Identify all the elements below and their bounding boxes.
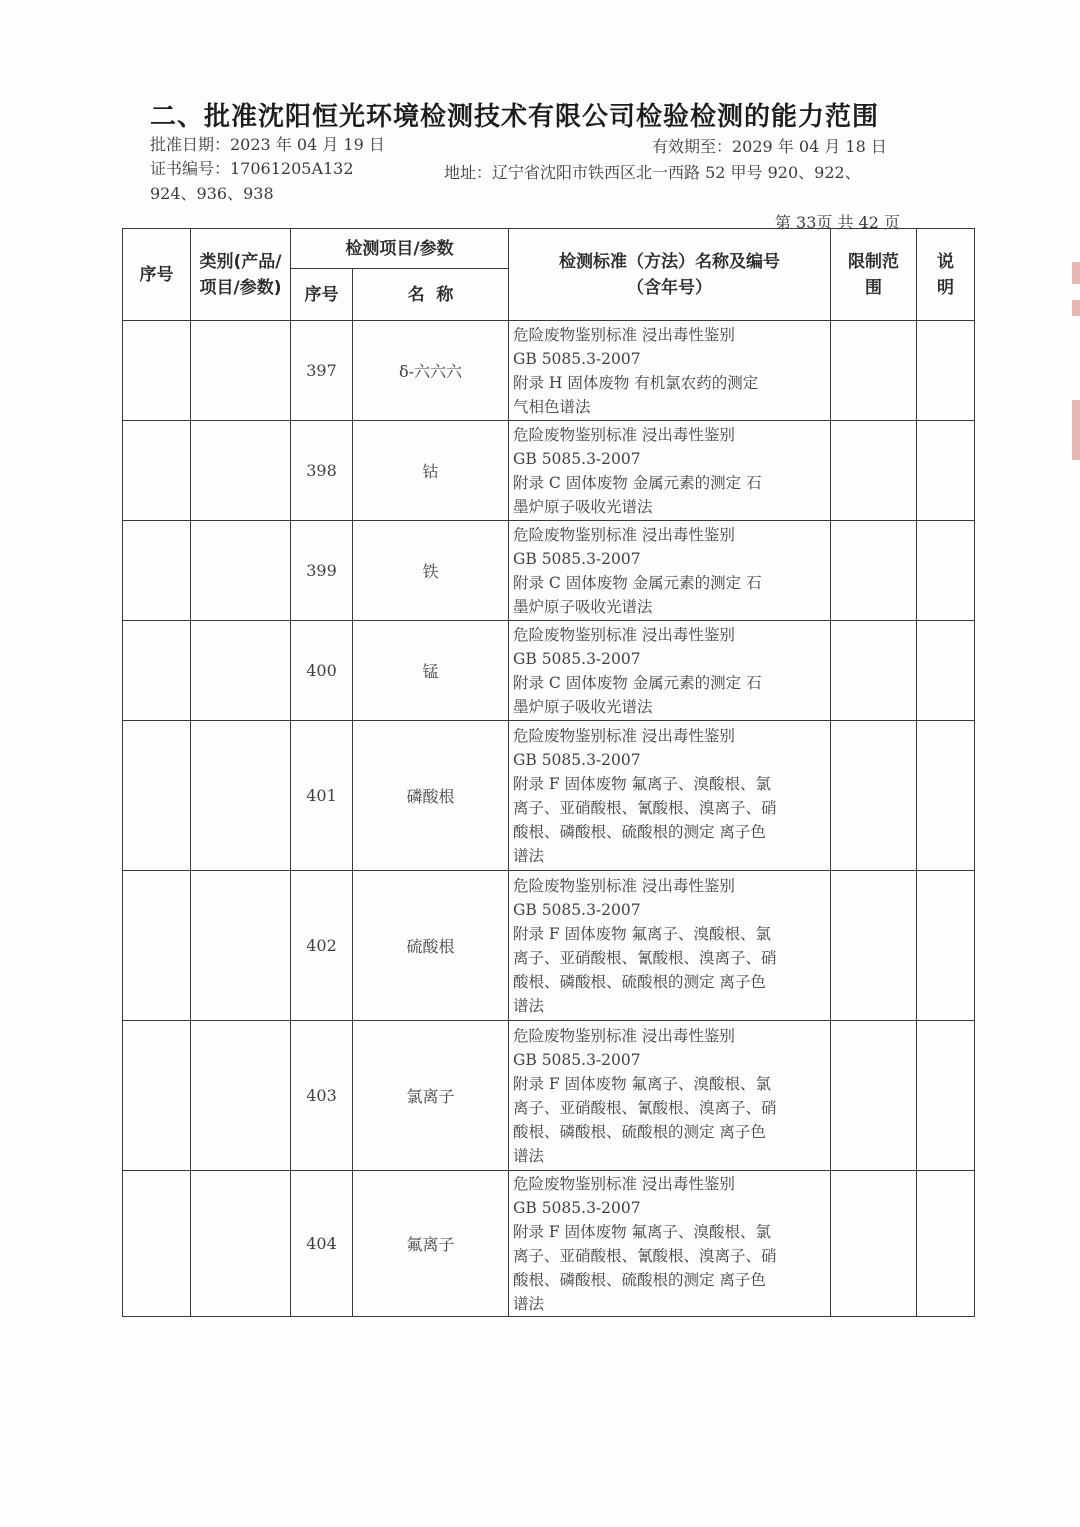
row-item-seq-cell: 400 [291,621,353,721]
row-seq-cell [123,421,191,521]
method-line: GB 5085.3-2007 [513,449,641,468]
address-line-1: 地址：辽宁省沈阳市铁西区北一西路 52 甲号 920、922、 [444,163,861,182]
method-line: 气相色谱法 [513,397,591,416]
row-note-cell [917,871,975,1021]
method-line: GB 5085.3-2007 [513,549,641,568]
row-method-cell [509,321,831,421]
table-row [123,521,975,621]
method-line: 离子、亚硝酸根、氰酸根、溴离子、硝 [513,1098,777,1117]
method-line: 离子、亚硝酸根、氰酸根、溴离子、硝 [513,948,777,967]
row-note-cell [917,521,975,621]
method-line: 附录 C 固体废物 金属元素的测定 石 [513,573,762,592]
header-note: 说明 [917,229,975,321]
row-seq-cell [123,871,191,1021]
certificate-number: 证书编号：17061205A132 [150,159,354,178]
row-item-name-cell: 锰 [353,621,509,721]
method-line: 谱法 [513,1146,545,1165]
row-category-cell [191,1171,291,1317]
method-line: 危险废物鉴别标准 浸出毒性鉴别 [513,525,735,544]
method-line: 离子、亚硝酸根、氰酸根、溴离子、硝 [513,1246,777,1265]
row-category-cell [191,421,291,521]
method-line: GB 5085.3-2007 [513,900,641,919]
method-line: 危险废物鉴别标准 浸出毒性鉴别 [513,425,735,444]
method-line: 附录 F 固体废物 氟离子、溴酸根、氯 [513,1074,772,1093]
method-line: 危险废物鉴别标准 浸出毒性鉴别 [513,1026,735,1045]
row-seq-cell [123,721,191,871]
row-limit-cell [831,521,917,621]
method-line: 谱法 [513,996,545,1015]
header-category: 类别(产品/项目/参数) [191,229,291,321]
row-method-cell [509,1171,831,1317]
row-limit-cell [831,321,917,421]
method-line: GB 5085.3-2007 [513,649,641,668]
row-item-name-cell: 磷酸根 [353,721,509,871]
row-limit-cell [831,721,917,871]
method-line: 墨炉原子吸收光谱法 [513,697,653,716]
row-category-cell [191,521,291,621]
method-line: 附录 F 固体废物 氟离子、溴酸根、氯 [513,774,772,793]
row-seq-cell [123,621,191,721]
method-line: 酸根、磷酸根、硫酸根的测定 离子色 [513,1270,766,1289]
row-limit-cell [831,1021,917,1171]
row-seq-cell [123,321,191,421]
method-line: 谱法 [513,1294,545,1313]
row-method-cell [509,871,831,1021]
method-line: 附录 F 固体废物 氟离子、溴酸根、氯 [513,924,772,943]
table-row [123,721,975,871]
row-item-seq-cell: 397 [291,321,353,421]
method-line: 危险废物鉴别标准 浸出毒性鉴别 [513,325,735,344]
row-item-name-cell: 硫酸根 [353,871,509,1021]
method-line: 危险废物鉴别标准 浸出毒性鉴别 [513,726,735,745]
capability-scope-table [122,228,975,1317]
row-method-cell [509,1021,831,1171]
method-line: 附录 H 固体废物 有机氯农药的测定 [513,373,759,392]
row-note-cell [917,721,975,871]
header-item-group: 检测项目/参数 [291,229,509,269]
row-item-name-cell: δ-六六六 [353,321,509,421]
method-line: GB 5085.3-2007 [513,1198,641,1217]
table-row [123,621,975,721]
row-item-name-cell: 钴 [353,421,509,521]
row-item-seq-cell: 404 [291,1171,353,1317]
approval-date: 批准日期：2023 年 04 月 19 日 [150,135,385,154]
row-category-cell [191,871,291,1021]
method-line: 危险废物鉴别标准 浸出毒性鉴别 [513,876,735,895]
row-method-cell [509,721,831,871]
row-category-cell [191,621,291,721]
row-item-seq-cell: 398 [291,421,353,521]
row-limit-cell [831,871,917,1021]
row-limit-cell [831,1171,917,1317]
method-line: 附录 C 固体废物 金属元素的测定 石 [513,473,762,492]
method-line: 谱法 [513,846,545,865]
table-row [123,1021,975,1171]
row-note-cell [917,1171,975,1317]
row-item-name-cell: 氯离子 [353,1021,509,1171]
row-seq-cell [123,1171,191,1317]
method-line: 离子、亚硝酸根、氰酸根、溴离子、硝 [513,798,777,817]
edge-stamp-mark [1072,400,1080,460]
row-category-cell [191,321,291,421]
row-item-seq-cell: 403 [291,1021,353,1171]
row-item-seq-cell: 401 [291,721,353,871]
method-line: 酸根、磷酸根、硫酸根的测定 离子色 [513,1122,766,1141]
row-category-cell [191,1021,291,1171]
table-row [123,871,975,1021]
table-row [123,1171,975,1317]
edge-stamp-mark [1072,262,1080,284]
address-line-2: 924、936、938 [150,184,274,203]
row-note-cell [917,321,975,421]
method-line: GB 5085.3-2007 [513,1050,641,1069]
method-line: 附录 C 固体废物 金属元素的测定 石 [513,673,762,692]
row-item-name-cell: 氟离子 [353,1171,509,1317]
valid-until: 有效期至：2029 年 04 月 18 日 [652,137,887,156]
method-line: 酸根、磷酸根、硫酸根的测定 离子色 [513,822,766,841]
method-line: GB 5085.3-2007 [513,349,641,368]
method-line: 墨炉原子吸收光谱法 [513,497,653,516]
header-item-seq: 序号 [291,269,353,321]
row-item-name-cell: 铁 [353,521,509,621]
edge-stamp-mark [1072,300,1080,316]
row-item-seq-cell: 402 [291,871,353,1021]
row-method-cell [509,621,831,721]
method-line: 酸根、磷酸根、硫酸根的测定 离子色 [513,972,766,991]
row-method-cell [509,521,831,621]
header-seq: 序号 [123,229,191,321]
method-line: 附录 F 固体废物 氟离子、溴酸根、氯 [513,1222,772,1241]
table-body [123,321,975,1317]
header-method: 检测标准（方法）名称及编号（含年号） [509,229,831,321]
row-limit-cell [831,621,917,721]
row-note-cell [917,621,975,721]
page-title: 二、批准沈阳恒光环境检测技术有限公司检验检测的能力范围 [150,102,880,132]
row-category-cell [191,721,291,871]
row-method-cell [509,421,831,521]
row-limit-cell [831,421,917,521]
method-line: 危险废物鉴别标准 浸出毒性鉴别 [513,1174,735,1193]
method-line: GB 5085.3-2007 [513,750,641,769]
row-seq-cell [123,521,191,621]
method-line: 墨炉原子吸收光谱法 [513,597,653,616]
header-limit: 限制范围 [831,229,917,321]
row-note-cell [917,1021,975,1171]
row-item-seq-cell: 399 [291,521,353,621]
row-seq-cell [123,1021,191,1171]
method-line: 危险废物鉴别标准 浸出毒性鉴别 [513,625,735,644]
table-row [123,321,975,421]
row-note-cell [917,421,975,521]
table-row [123,421,975,521]
header-item-name: 名 称 [353,269,509,321]
page-number: 第 33页 共 42 页 [774,213,900,232]
